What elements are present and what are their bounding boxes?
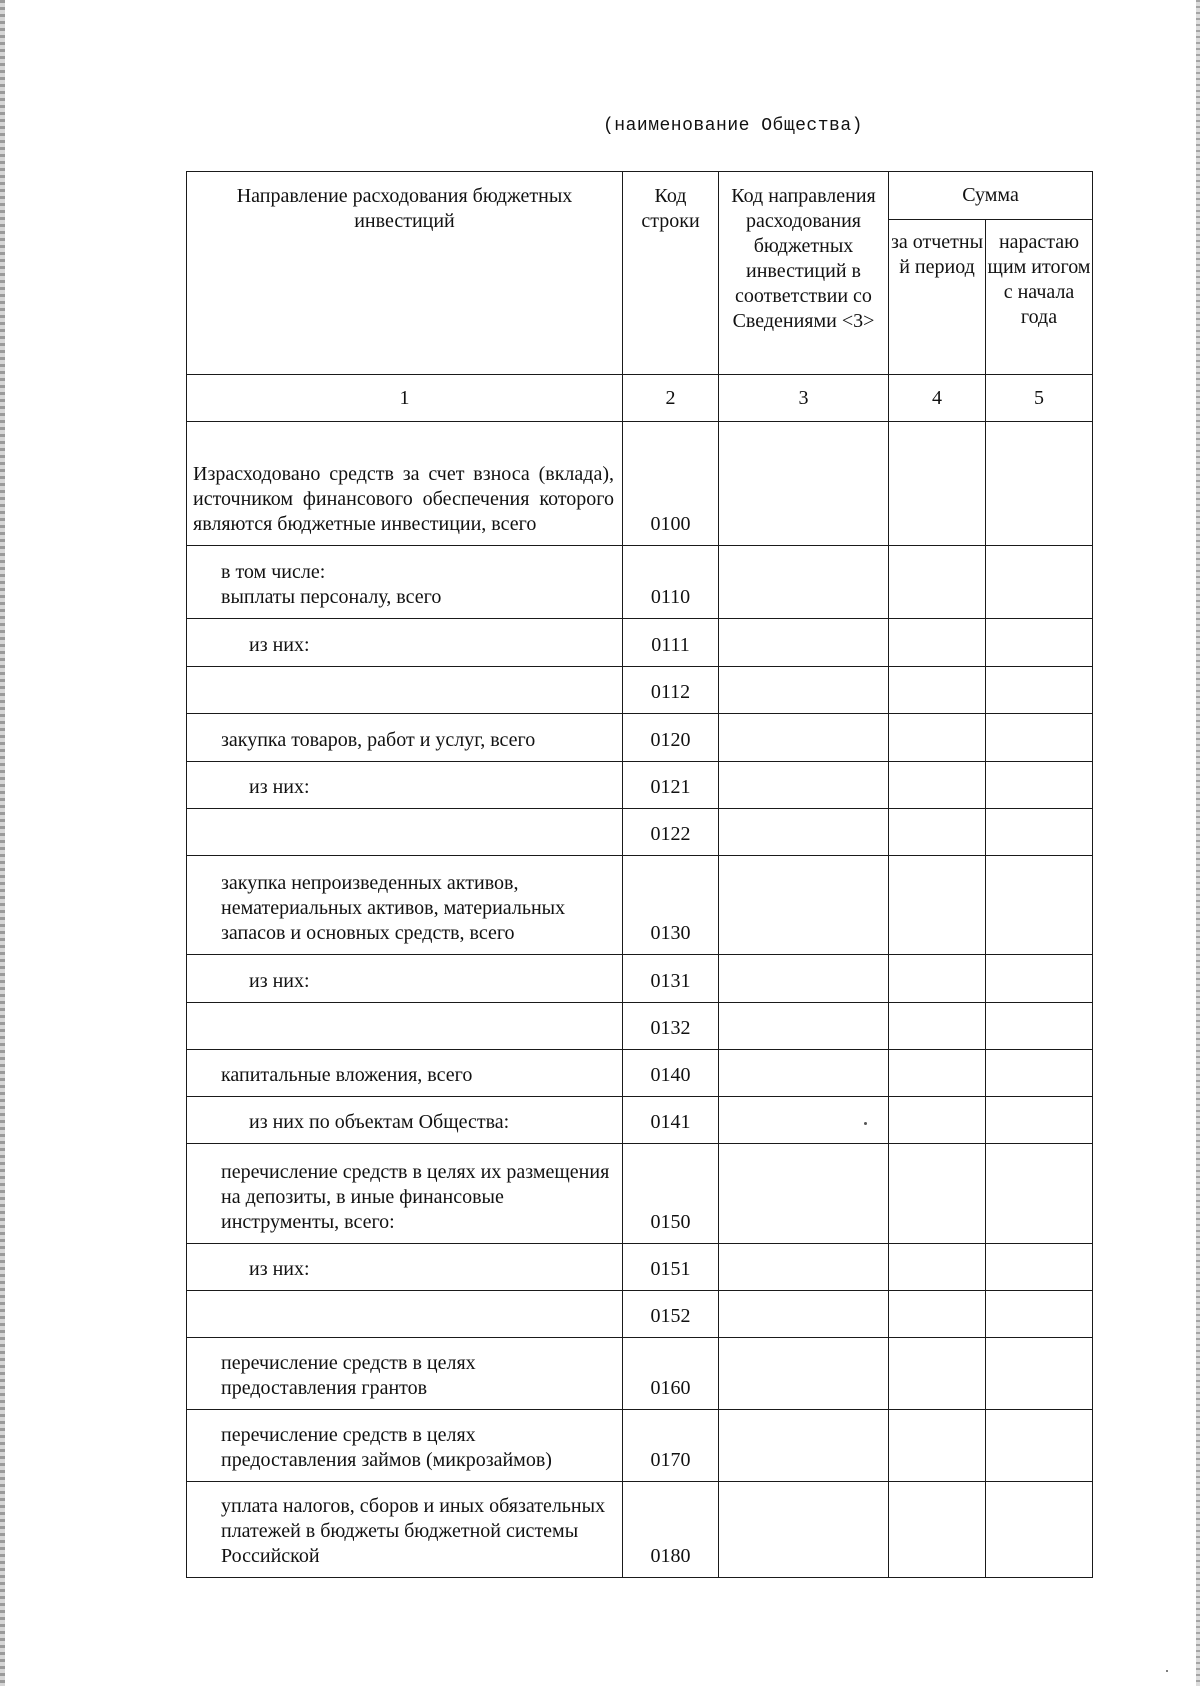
header-sum: Сумма: [889, 172, 1093, 220]
sum-cumulative-cell[interactable]: [986, 667, 1093, 714]
sum-period-cell[interactable]: [889, 422, 986, 546]
direction-code-cell[interactable]: [719, 619, 889, 667]
column-number: 5: [986, 375, 1093, 422]
sum-period-cell[interactable]: [889, 619, 986, 667]
table-row: [187, 809, 1093, 856]
column-number: 1: [187, 375, 623, 422]
header-direction: Направление расходования бюджетных инвестиций: [187, 172, 623, 375]
row-code: 0120: [623, 714, 719, 762]
column-number: 2: [623, 375, 719, 422]
table-row: [187, 1244, 1093, 1291]
header-sum-cumulative: нарастаю щим итогом с начала года: [986, 220, 1093, 375]
row-code: 0111: [623, 619, 719, 667]
table-row: [187, 1097, 1093, 1144]
scan-speck: [864, 1122, 867, 1125]
sum-period-cell[interactable]: [889, 1291, 986, 1338]
sum-period-cell[interactable]: [889, 1003, 986, 1050]
row-code: 0170: [623, 1410, 719, 1482]
row-description: закупка товаров, работ и услуг, всего: [187, 714, 623, 762]
direction-code-cell[interactable]: [719, 714, 889, 762]
scan-edge-left: [0, 0, 5, 1686]
direction-code-cell[interactable]: [719, 422, 889, 546]
scan-edge-right: [1196, 0, 1200, 1686]
organization-name-caption: (наименование Общества): [603, 116, 863, 136]
table-row: [187, 714, 1093, 762]
direction-code-cell[interactable]: [719, 1003, 889, 1050]
header-row-1: [187, 172, 1093, 220]
budget-investment-table: [186, 171, 1093, 1578]
sum-cumulative-cell[interactable]: [986, 762, 1093, 809]
row-description: из них:: [187, 762, 623, 809]
row-code: 0150: [623, 1144, 719, 1244]
sum-cumulative-cell[interactable]: [986, 1291, 1093, 1338]
row-description: из них:: [187, 1244, 623, 1291]
column-number-row: [187, 375, 1093, 422]
row-code: 0112: [623, 667, 719, 714]
column-number: 4: [889, 375, 986, 422]
direction-code-cell[interactable]: [719, 762, 889, 809]
sum-cumulative-cell[interactable]: [986, 856, 1093, 955]
row-description: Израсходовано средств за счет взноса (вклада), источником финансового обеспечения которого являются бюджетные инвестиции, всего: [187, 422, 623, 546]
row-description: [187, 1291, 623, 1338]
row-description: перечисление средств в целях предоставления займов (микрозаймов): [187, 1410, 623, 1482]
direction-code-cell[interactable]: [719, 809, 889, 856]
direction-code-cell[interactable]: [719, 1291, 889, 1338]
row-code: 0122: [623, 809, 719, 856]
sum-cumulative-cell[interactable]: [986, 619, 1093, 667]
sum-cumulative-cell[interactable]: [986, 1144, 1093, 1244]
sum-cumulative-cell[interactable]: [986, 1050, 1093, 1097]
table-row: [187, 1144, 1093, 1244]
row-description: из них:: [187, 619, 623, 667]
column-number: 3: [719, 375, 889, 422]
sum-cumulative-cell[interactable]: [986, 955, 1093, 1003]
row-code: 0110: [623, 546, 719, 619]
table-row: [187, 762, 1093, 809]
sum-period-cell[interactable]: [889, 856, 986, 955]
row-description: из них:: [187, 955, 623, 1003]
table-row: [187, 1338, 1093, 1410]
row-description: [187, 1003, 623, 1050]
sum-cumulative-cell[interactable]: [986, 714, 1093, 762]
table-row: [187, 856, 1093, 955]
sum-period-cell[interactable]: [889, 809, 986, 856]
direction-code-cell[interactable]: [719, 1338, 889, 1410]
sum-cumulative-cell[interactable]: [986, 1410, 1093, 1482]
direction-code-cell[interactable]: [719, 1050, 889, 1097]
sum-cumulative-cell[interactable]: [986, 1244, 1093, 1291]
row-description: [187, 667, 623, 714]
row-code: 0121: [623, 762, 719, 809]
direction-code-cell[interactable]: [719, 546, 889, 619]
row-description: в том числе: выплаты персоналу, всего: [187, 546, 623, 619]
row-description: [187, 809, 623, 856]
sum-cumulative-cell[interactable]: [986, 809, 1093, 856]
row-code: 0180: [623, 1482, 719, 1578]
direction-code-cell[interactable]: [719, 955, 889, 1003]
row-description: перечисление средств в целях предоставления грантов: [187, 1338, 623, 1410]
sum-period-cell[interactable]: [889, 762, 986, 809]
row-description: перечисление средств в целях их размещения на депозиты, в иные финансовые инструменты, всего:: [187, 1144, 623, 1244]
sum-period-cell[interactable]: [889, 714, 986, 762]
scan-speck: [1166, 1670, 1168, 1672]
sum-period-cell[interactable]: [889, 955, 986, 1003]
sum-period-cell[interactable]: [889, 1097, 986, 1144]
row-code: 0152: [623, 1291, 719, 1338]
direction-code-cell[interactable]: [719, 1244, 889, 1291]
direction-code-cell[interactable]: [719, 667, 889, 714]
sum-period-cell[interactable]: [889, 1050, 986, 1097]
row-description: из них по объектам Общества:: [187, 1097, 623, 1144]
table-row: [187, 955, 1093, 1003]
table-row: [187, 546, 1093, 619]
table-row: [187, 667, 1093, 714]
table-row: [187, 619, 1093, 667]
table-row: [187, 1482, 1093, 1578]
sum-period-cell[interactable]: [889, 1482, 986, 1578]
row-code: 0140: [623, 1050, 719, 1097]
row-code: 0160: [623, 1338, 719, 1410]
row-code: 0141: [623, 1097, 719, 1144]
sum-period-cell[interactable]: [889, 1338, 986, 1410]
sum-cumulative-cell[interactable]: [986, 422, 1093, 546]
table-row: [187, 1003, 1093, 1050]
row-description: уплата налогов, сборов и иных обязательных платежей в бюджеты бюджетной системы Российской: [187, 1482, 623, 1578]
table-row: [187, 1050, 1093, 1097]
direction-code-cell[interactable]: [719, 1482, 889, 1578]
row-code: 0151: [623, 1244, 719, 1291]
sum-period-cell[interactable]: [889, 1244, 986, 1291]
direction-code-cell[interactable]: [719, 1097, 889, 1144]
header-sum-period: за отчетны й период: [889, 220, 986, 375]
header-line-code: Код строки: [623, 172, 719, 375]
sum-period-cell[interactable]: [889, 667, 986, 714]
direction-code-cell[interactable]: [719, 1144, 889, 1244]
table-row: [187, 422, 1093, 546]
row-description: капитальные вложения, всего: [187, 1050, 623, 1097]
sum-cumulative-cell[interactable]: [986, 1482, 1093, 1578]
sum-cumulative-cell[interactable]: [986, 1338, 1093, 1410]
sum-cumulative-cell[interactable]: [986, 1003, 1093, 1050]
header-direction-code: Код направления расходования бюджетных инвестиций в соответствии со Сведениями <3>: [719, 172, 889, 375]
row-description: закупка непроизведенных активов, нематериальных активов, материальных запасов и основных средств, всего: [187, 856, 623, 955]
sum-period-cell[interactable]: [889, 1410, 986, 1482]
sum-period-cell[interactable]: [889, 1144, 986, 1244]
sum-period-cell[interactable]: [889, 546, 986, 619]
row-code: 0132: [623, 1003, 719, 1050]
direction-code-cell[interactable]: [719, 856, 889, 955]
row-code: 0131: [623, 955, 719, 1003]
sum-cumulative-cell[interactable]: [986, 1097, 1093, 1144]
row-code: 0130: [623, 856, 719, 955]
table-row: [187, 1410, 1093, 1482]
table-row: [187, 1291, 1093, 1338]
direction-code-cell[interactable]: [719, 1410, 889, 1482]
sum-cumulative-cell[interactable]: [986, 546, 1093, 619]
row-code: 0100: [623, 422, 719, 546]
